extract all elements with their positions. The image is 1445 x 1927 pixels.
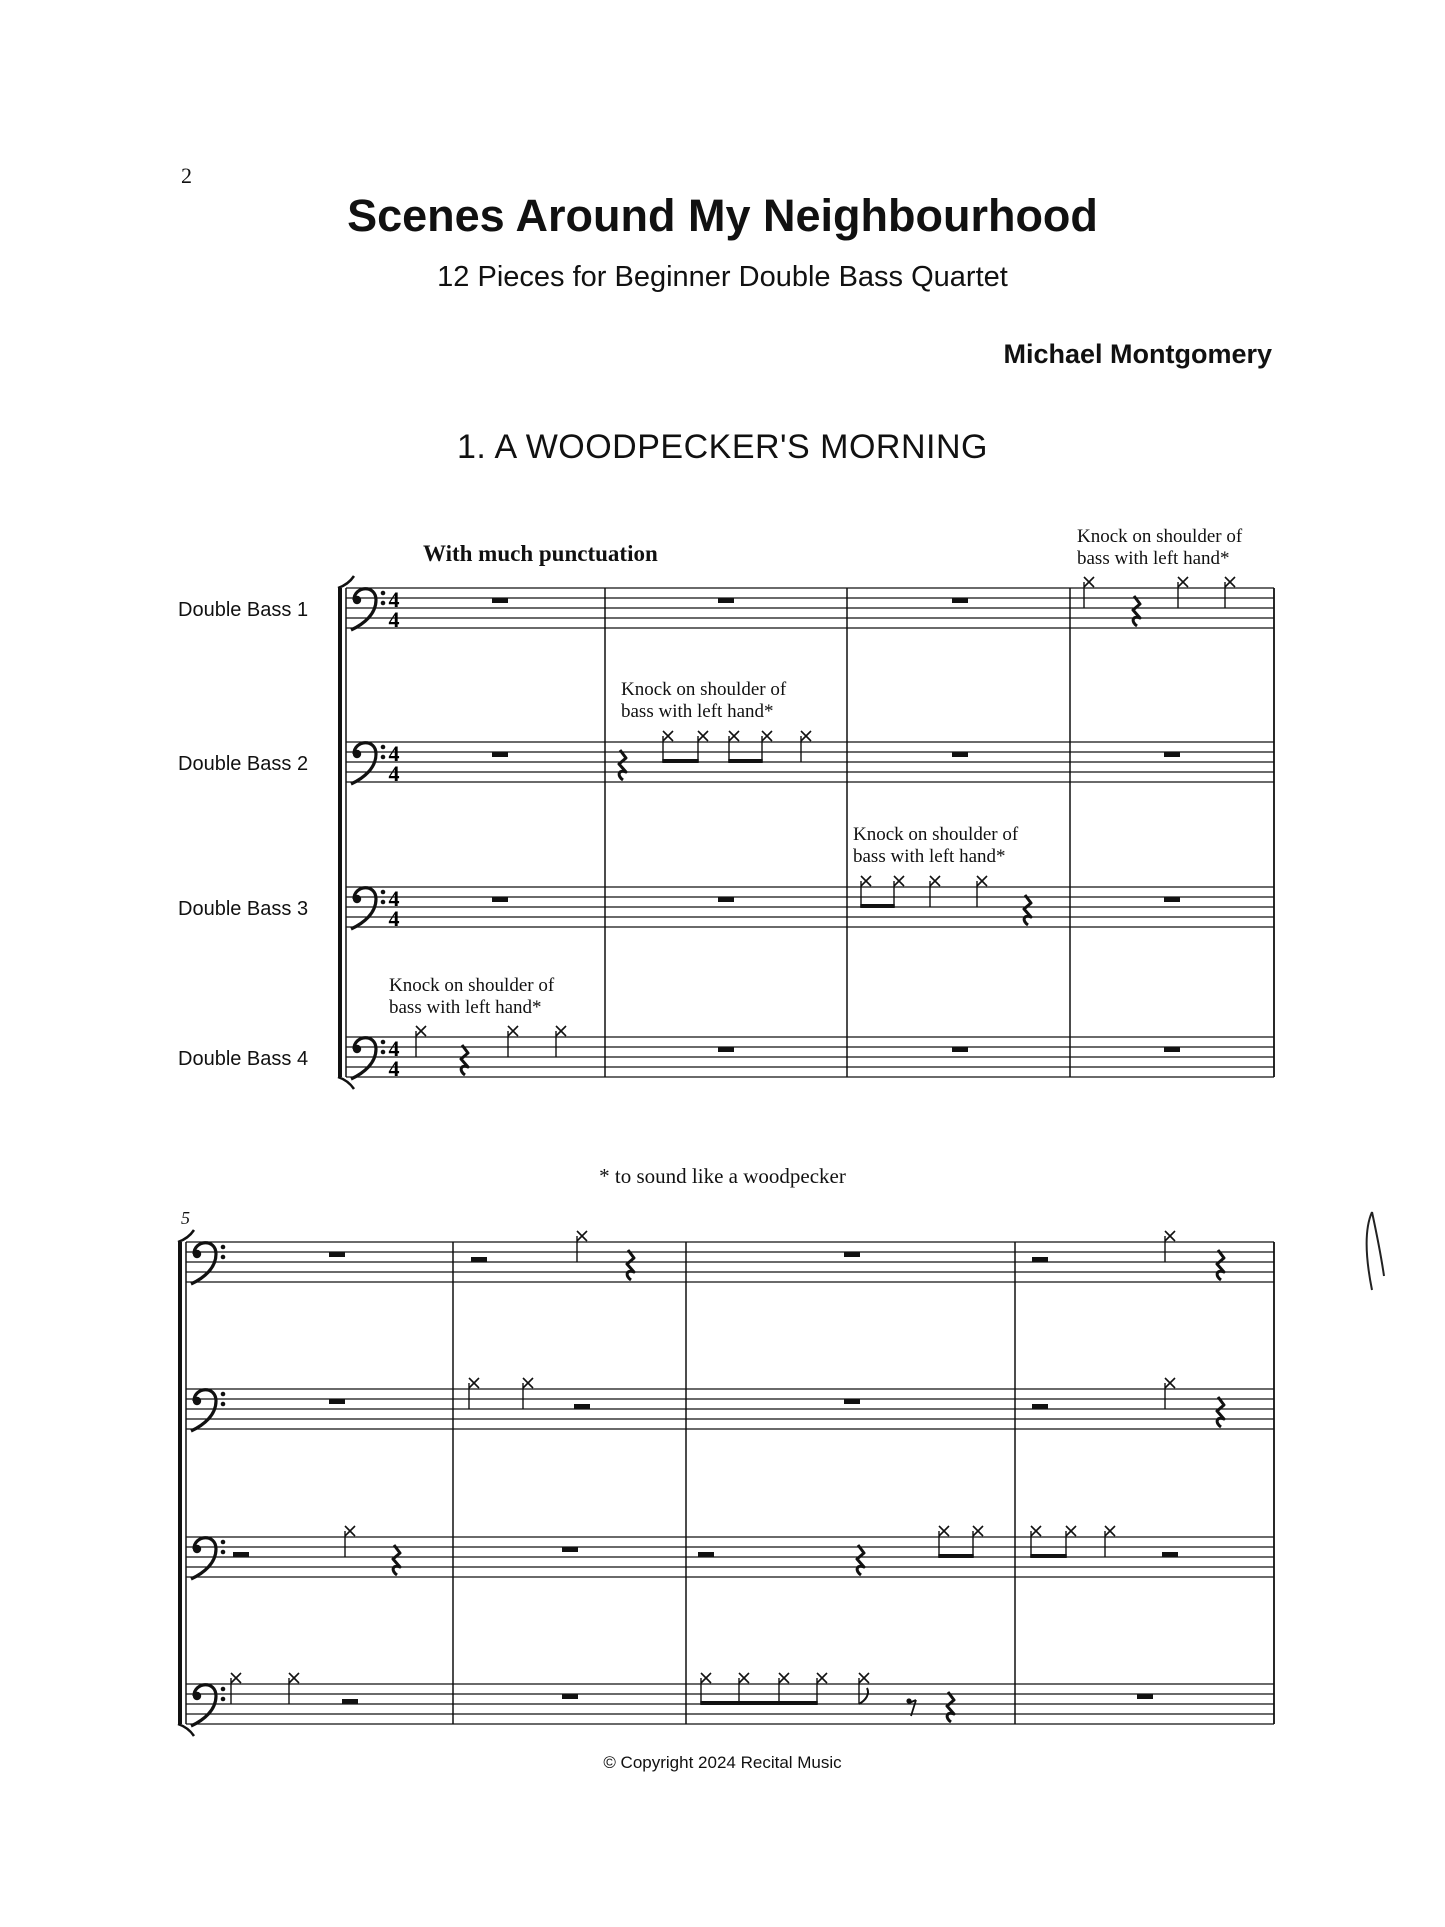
whole-rest [562, 1547, 578, 1552]
x-note [231, 1673, 241, 1704]
direction-line: bass with left hand* [1077, 548, 1230, 569]
clef-dot [353, 596, 361, 604]
clef-dot [221, 1687, 226, 1692]
clef-dot [381, 591, 386, 596]
x-note [523, 1378, 533, 1409]
bass-clef [351, 589, 385, 630]
time-signature-bottom: 4 [388, 761, 400, 786]
time-signature-top: 4 [388, 1036, 400, 1061]
x-note [469, 1378, 479, 1409]
x-note [1084, 577, 1094, 608]
clef-curve [191, 1685, 216, 1726]
x-note [977, 876, 987, 907]
whole-rest [844, 1399, 860, 1404]
direction-line: Knock on shoulder of [853, 824, 1019, 845]
clef-dot [221, 1402, 226, 1407]
clef-dot [221, 1697, 226, 1702]
instrument-label-bass-4: Double Bass 4 [178, 1048, 309, 1070]
quarter-rest [1133, 596, 1140, 626]
whole-rest [1137, 1694, 1153, 1699]
x-note [1105, 1526, 1115, 1557]
bass-clef [351, 888, 385, 929]
staff [346, 887, 1274, 929]
clef-dot [193, 1545, 201, 1553]
whole-rest [562, 1694, 578, 1699]
clef-dot [381, 890, 386, 895]
measure-number: 5 [181, 1208, 190, 1228]
x-note [698, 731, 708, 762]
quarter-rest [947, 1692, 954, 1722]
whole-rest [1164, 897, 1180, 902]
x-note [939, 1526, 949, 1557]
x-note [973, 1526, 983, 1557]
beam [860, 904, 894, 908]
half-rest [1032, 1257, 1048, 1262]
direction-line: bass with left hand* [621, 701, 774, 722]
clef-dot [193, 1250, 201, 1258]
half-rest [342, 1699, 358, 1704]
clef-dot [221, 1245, 226, 1250]
clef-dot [193, 1397, 201, 1405]
quarter-rest [1024, 895, 1031, 925]
clef-dot [381, 1050, 386, 1055]
whole-rest [718, 1047, 734, 1052]
bass-clef [191, 1390, 225, 1431]
clef-dot [353, 750, 361, 758]
time-signature-bottom: 4 [388, 1056, 400, 1081]
x-note [556, 1026, 566, 1057]
whole-rest [1164, 1047, 1180, 1052]
clef-curve [191, 1390, 216, 1431]
x-note [701, 1673, 711, 1704]
whole-rest [1164, 752, 1180, 757]
beam [1030, 1554, 1066, 1558]
x-note [894, 876, 904, 907]
page-number: 2 [181, 163, 192, 188]
score-subtitle: 12 Pieces for Beginner Double Bass Quartet [437, 261, 1008, 293]
quarter-rest [619, 750, 626, 780]
x-note [1031, 1526, 1041, 1557]
clef-dot [381, 900, 386, 905]
whole-rest [844, 1252, 860, 1257]
x-note [779, 1673, 789, 1704]
whole-rest [718, 897, 734, 902]
clef-curve [191, 1243, 216, 1284]
x-note [729, 731, 739, 762]
clef-dot [221, 1255, 226, 1260]
direction-line: Knock on shoulder of [621, 679, 787, 700]
time-signature-bottom: 4 [388, 906, 400, 931]
clef-curve [351, 589, 376, 630]
beam [700, 1701, 817, 1705]
half-rest [698, 1552, 714, 1557]
whole-rest [718, 598, 734, 603]
bass-clef [191, 1243, 225, 1284]
x-note [739, 1673, 749, 1704]
whole-rest [952, 752, 968, 757]
beam [728, 759, 762, 763]
whole-rest [492, 598, 508, 603]
x-note [861, 876, 871, 907]
x-note [930, 876, 940, 907]
clef-dot [353, 1045, 361, 1053]
quarter-rest [461, 1045, 468, 1075]
margin-scan-mark [1367, 1212, 1384, 1290]
footnote: * to sound like a woodpecker [599, 1164, 846, 1188]
whole-rest [329, 1252, 345, 1257]
clef-dot [381, 1040, 386, 1045]
bass-clef [351, 1038, 385, 1079]
clef-dot [221, 1540, 226, 1545]
x-note [663, 731, 673, 762]
x-note [1165, 1378, 1175, 1409]
quarter-rest [1217, 1397, 1224, 1427]
bracket-hook [338, 576, 354, 588]
whole-rest [952, 598, 968, 603]
clef-dot [381, 601, 386, 606]
quarter-rest [1217, 1250, 1224, 1280]
whole-rest [952, 1047, 968, 1052]
clef-dot [353, 895, 361, 903]
time-signature-top: 4 [388, 587, 400, 612]
x-note [1165, 1231, 1175, 1262]
staff [346, 742, 1274, 784]
quarter-rest [393, 1545, 400, 1575]
whole-rest [492, 897, 508, 902]
quarter-rest [857, 1545, 864, 1575]
half-rest [1162, 1552, 1178, 1557]
beam [662, 759, 698, 763]
half-rest [574, 1404, 590, 1409]
note-flag [859, 1688, 868, 1704]
quarter-rest [627, 1250, 634, 1280]
direction-line: Knock on shoulder of [389, 975, 555, 996]
staff [186, 1389, 1274, 1431]
half-rest [233, 1552, 249, 1557]
clef-curve [351, 743, 376, 784]
time-signature-top: 4 [388, 886, 400, 911]
clef-dot [221, 1392, 226, 1397]
x-note [289, 1673, 299, 1704]
x-note [416, 1026, 426, 1057]
staff [186, 1242, 1274, 1284]
x-note [345, 1526, 355, 1557]
clef-curve [351, 1038, 376, 1079]
beam [938, 1554, 973, 1558]
direction-line: Knock on shoulder of [1077, 526, 1243, 547]
x-note [1178, 577, 1188, 608]
clef-dot [193, 1692, 201, 1700]
time-signature-bottom: 4 [388, 607, 400, 632]
bass-clef [191, 1538, 225, 1579]
piece-title: 1. A WOODPECKER'S MORNING [457, 428, 988, 466]
x-note [801, 731, 811, 762]
whole-rest [329, 1399, 345, 1404]
x-note [577, 1231, 587, 1262]
staff [346, 1037, 1274, 1079]
clef-curve [351, 888, 376, 929]
x-note [1066, 1526, 1076, 1557]
clef-dot [381, 755, 386, 760]
half-rest [471, 1257, 487, 1262]
score-title: Scenes Around My Neighbourhood [347, 190, 1098, 241]
x-note [762, 731, 772, 762]
tempo-marking: With much punctuation [423, 541, 658, 566]
x-note [1225, 577, 1235, 608]
direction-line: bass with left hand* [853, 846, 1006, 867]
instrument-label-bass-3: Double Bass 3 [178, 898, 309, 920]
instrument-label-bass-1: Double Bass 1 [178, 599, 309, 621]
direction-line: bass with left hand* [389, 997, 542, 1018]
half-rest [1032, 1404, 1048, 1409]
x-note [508, 1026, 518, 1057]
whole-rest [492, 752, 508, 757]
composer-name: Michael Montgomery [1003, 339, 1272, 369]
bass-clef [191, 1685, 225, 1726]
bass-clef [351, 743, 385, 784]
instrument-label-bass-2: Double Bass 2 [178, 753, 309, 775]
x-note [817, 1673, 827, 1704]
bracket-hook [178, 1230, 194, 1242]
clef-dot [381, 745, 386, 750]
staff [186, 1537, 1274, 1579]
copyright-notice: © Copyright 2024 Recital Music [603, 1753, 842, 1772]
time-signature-top: 4 [388, 741, 400, 766]
clef-dot [221, 1550, 226, 1555]
clef-curve [191, 1538, 216, 1579]
